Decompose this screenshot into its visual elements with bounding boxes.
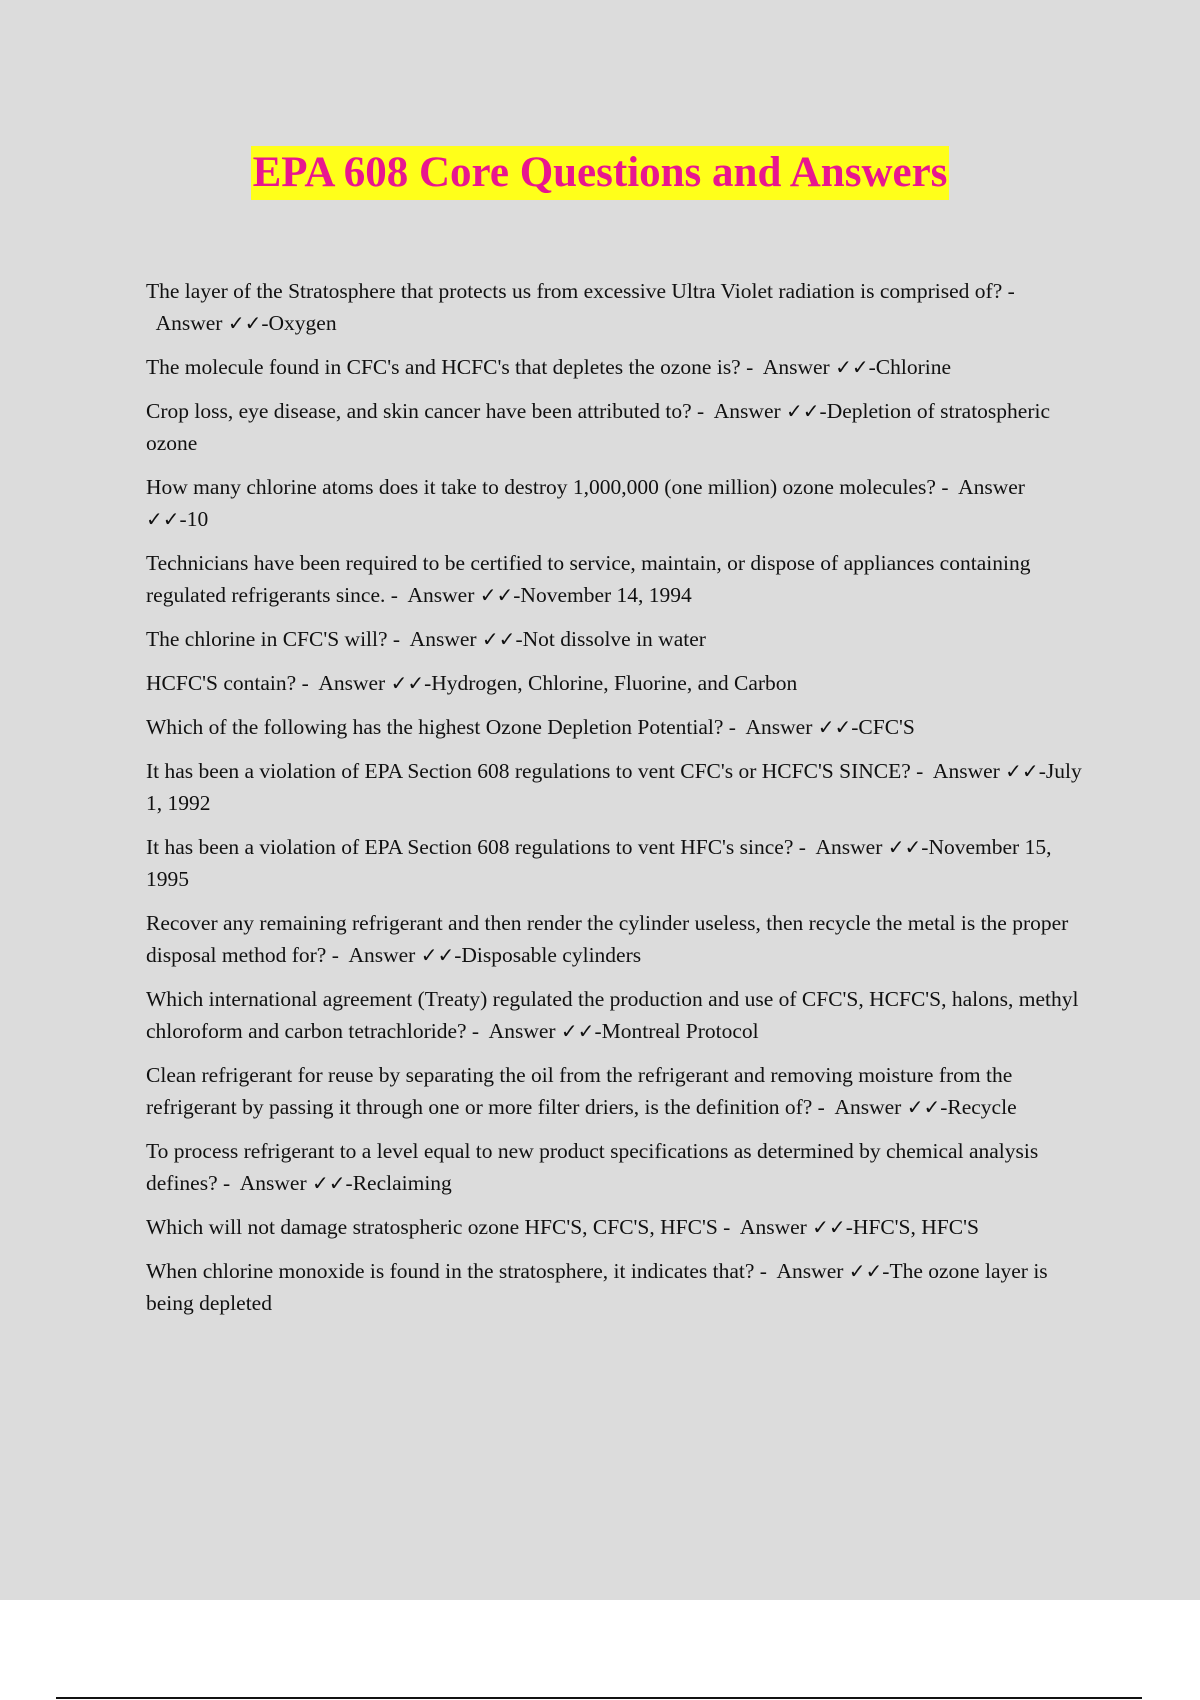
question-text: Clean refrigerant for reuse by separating the oil from the refrigerant and removing moisture from the refrigerant by passing it through one or more filter driers, is the definition of? - [146,1063,1013,1119]
double-check-icon: ✓✓ [835,355,869,379]
answer-text: November 15, 1995 [146,835,1052,891]
answer-label: Answer [155,311,223,335]
qa-item: The molecule found in CFC's and HCFC's that depletes the ozone is? - Answer ✓✓-Chlorine [146,355,952,379]
footer-divider [56,1697,1142,1699]
double-check-icon: ✓✓ [906,1095,941,1119]
question-text: It has been a violation of EPA Section 608 regulations to vent HFC's since? - [146,835,806,859]
answer-text: Disposable cylinders [461,943,642,967]
qa-item: The chlorine in CFC'S will? - Answer ✓✓-Not dissolve in water [146,627,706,651]
qa-item: Which international agreement (Treaty) regulated the production and use of CFC'S, HCFC'S, halons, methyl chloroform and carbon tetrachloride? - Answer ✓✓-Montreal Protocol [146,987,1079,1043]
answer-text: Recycle [947,1095,1017,1119]
qa-item: Which of the following has the highest Ozone Depletion Potential? - Answer ✓✓-CFC'S [146,715,915,739]
qa-item: Crop loss, eye disease, and skin cancer have been attributed to? - Answer ✓✓-Depletion of stratospheric ozone [146,399,1051,455]
question-text: HCFC'S contain? - [146,671,309,695]
answer-text: Chlorine [875,355,952,379]
answer-label: Answer [239,1171,307,1195]
double-check-icon: ✓✓ [848,1259,883,1283]
answer-label: Answer [745,715,813,739]
answer-label: Answer [409,627,477,651]
answer-label: Answer [932,759,1000,783]
page-title: EPA 608 Core Questions and Answers [251,146,950,200]
double-check-icon: ✓✓ [1005,759,1039,783]
answer-label: Answer [762,355,830,379]
double-check-icon: ✓✓ [146,507,180,531]
answer-label: Answer [318,671,386,695]
answer-text: Depletion of stratospheric ozone [146,399,1051,455]
answer-label: Answer [348,943,416,967]
double-check-icon: ✓✓ [312,1171,346,1195]
answer-text: Hydrogen, Chlorine, Fluorine, and Carbon [431,671,798,695]
qa-item: The layer of the Stratosphere that protects us from excessive Ultra Violet radiation is comprised of? - Answer ✓✓-Oxygen [146,279,1015,335]
double-check-icon: ✓✓ [560,1019,595,1043]
double-check-icon: ✓✓ [812,1215,846,1239]
answer-label: Answer [739,1215,807,1239]
answer-label: Answer [958,475,1025,499]
answer-text: 10 [186,507,209,531]
answer-text: Montreal Protocol [601,1019,759,1043]
double-check-icon: ✓✓ [390,671,425,695]
answer-text: CFC'S [858,715,915,739]
qa-item: It has been a violation of EPA Section 608 regulations to vent HFC's since? - Answer ✓✓-November 15, 1995 [146,835,1052,891]
question-text: The layer of the Stratosphere that protects us from excessive Ultra Violet radiation is comprised of? - [146,279,1015,303]
answer-text: HFC'S, HFC'S [852,1215,979,1239]
answer-label: Answer [713,399,781,423]
question-text: How many chlorine atoms does it take to destroy 1,000,000 (one million) ozone molecules? - [146,475,949,499]
answer-label: Answer [488,1019,556,1043]
answer-label: Answer [815,835,883,859]
question-text: Which will not damage stratospheric ozone HFC'S, CFC'S, HFC'S - [146,1215,731,1239]
double-check-icon: ✓✓ [420,943,455,967]
qa-item: To process refrigerant to a level equal to new product specifications as determined by chemical analysis defines? - Answer ✓✓-Reclaiming [146,1139,1039,1195]
answer-label: Answer [407,583,475,607]
answer-text: The ozone layer is being depleted [146,1259,1048,1315]
answer-text: July 1, 1992 [146,759,1082,815]
question-text: The molecule found in CFC's and HCFC's that depletes the ozone is? - [146,355,754,379]
question-text: Which of the following has the highest Ozone Depletion Potential? - [146,715,736,739]
qa-item: It has been a violation of EPA Section 608 regulations to vent CFC's or HCFC'S SINCE? - Answer ✓✓-July 1, 1992 [146,759,1082,815]
qa-item: Recover any remaining refrigerant and then render the cylinder useless, then recycle the metal is the proper disposal method for? - Answer ✓✓-Disposable cylinders [146,911,1069,967]
qa-item: When chlorine monoxide is found in the stratosphere, it indicates that? - Answer ✓✓-The ozone layer is being depleted [146,1259,1048,1315]
double-check-icon: ✓✓ [227,311,262,335]
question-text: Technicians have been required to be certified to service, maintain, or dispose of appliances containing regulated refrigerants since. - [146,551,1031,607]
answer-text: Not dissolve in water [522,627,706,651]
question-text: It has been a violation of EPA Section 608 regulations to vent CFC's or HCFC'S SINCE? - [146,759,924,783]
answer-text: Oxygen [268,311,337,335]
qa-item: Which will not damage stratospheric ozone HFC'S, CFC'S, HFC'S - Answer ✓✓-HFC'S, HFC'S [146,1215,979,1239]
answer-text: Reclaiming [352,1171,452,1195]
double-check-icon: ✓✓ [481,627,516,651]
qa-item: How many chlorine atoms does it take to destroy 1,000,000 (one million) ozone molecules? - Answer ✓✓-10 [146,475,1025,531]
question-text: Recover any remaining refrigerant and then render the cylinder useless, then recycle the metal is the proper disposal method for? - [146,911,1069,967]
question-text: The chlorine in CFC'S will? - [146,627,401,651]
qa-item: Clean refrigerant for reuse by separating the oil from the refrigerant and removing moisture from the refrigerant by passing it through one or more filter driers, is the definition of? - Answer ✓✓-Recycle [146,1063,1017,1119]
qa-item: HCFC'S contain? - Answer ✓✓-Hydrogen, Chlorine, Fluorine, and Carbon [146,671,798,695]
qa-list [146,275,1086,1331]
answer-text: November 14, 1994 [520,583,692,607]
question-text: Crop loss, eye disease, and skin cancer have been attributed to? - [146,399,705,423]
answer-label: Answer [834,1095,902,1119]
title-container [0,146,1200,200]
question-text: When chlorine monoxide is found in the stratosphere, it indicates that? - [146,1259,767,1283]
double-check-icon: ✓✓ [817,715,852,739]
double-check-icon: ✓✓ [786,399,820,423]
double-check-icon: ✓✓ [887,835,922,859]
question-text: To process refrigerant to a level equal to new product specifications as determined by chemical analysis defines? - [146,1139,1039,1195]
double-check-icon: ✓✓ [479,583,514,607]
qa-item: Technicians have been required to be certified to service, maintain, or dispose of appliances containing regulated refrigerants since. - Answer ✓✓-November 14, 1994 [146,551,1031,607]
question-text: Which international agreement (Treaty) regulated the production and use of CFC'S, HCFC'S, halons, methyl chloroform and carbon tetrachloride? - [146,987,1079,1043]
answer-label: Answer [776,1259,844,1283]
